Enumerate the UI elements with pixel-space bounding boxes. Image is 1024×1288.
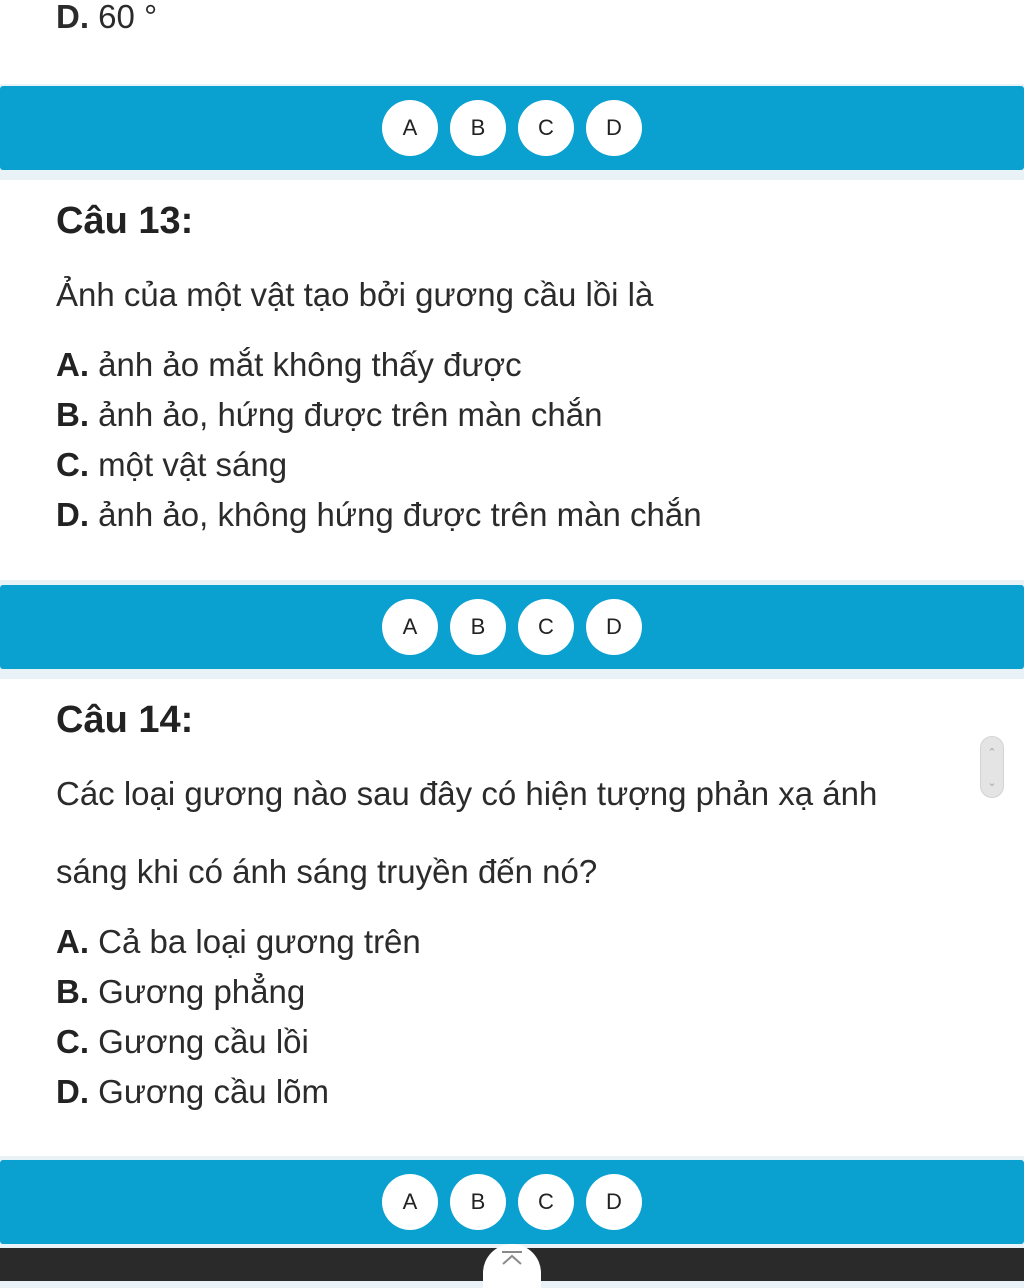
question-card-14 <box>0 679 1024 1156</box>
answer-option-c[interactable]: C <box>518 1174 574 1230</box>
scroll-control[interactable] <box>980 736 1004 798</box>
choice-d <box>56 496 702 534</box>
choice-letter: C. <box>56 446 89 483</box>
answer-option-c[interactable]: C <box>518 599 574 655</box>
answer-option-a[interactable]: A <box>382 1174 438 1230</box>
answer-bar-q12 <box>0 86 1024 170</box>
question-card-13 <box>0 180 1024 580</box>
choice-a <box>56 923 421 961</box>
choice-c <box>56 446 287 484</box>
choice-letter: D. <box>56 0 89 35</box>
choice-text: 60 ° <box>98 0 158 35</box>
answer-bar-q14 <box>0 1160 1024 1244</box>
choice-text: một vật sáng <box>98 446 288 483</box>
question-title: Câu 13: <box>56 200 194 242</box>
choice-text: ảnh ảo, không hứng được trên màn chắn <box>98 496 702 533</box>
prev-choice-d <box>56 0 157 36</box>
answer-option-b[interactable]: B <box>450 1174 506 1230</box>
choice-b <box>56 973 305 1011</box>
answer-option-b[interactable]: B <box>450 100 506 156</box>
prev-question-card <box>0 0 1024 84</box>
choice-letter: C. <box>56 1023 89 1060</box>
choice-c <box>56 1023 309 1061</box>
choice-letter: B. <box>56 396 89 433</box>
choice-a <box>56 346 522 384</box>
choice-letter: B. <box>56 973 89 1010</box>
question-text-line-1: Các loại gương nào sau đây có hiện tượng phản xạ ánh <box>56 775 878 812</box>
choice-letter: D. <box>56 1073 89 1110</box>
chevron-down-icon[interactable]: ⌄ <box>987 776 997 789</box>
chevron-up-icon[interactable]: ⌃ <box>987 746 997 759</box>
choice-letter: A. <box>56 346 89 383</box>
choice-letter: D. <box>56 496 89 533</box>
answer-bar-q13 <box>0 585 1024 669</box>
choice-text: Gương cầu lõm <box>98 1073 329 1110</box>
choice-text: Cả ba loại gương trên <box>98 923 421 960</box>
answer-option-d[interactable]: D <box>586 599 642 655</box>
choice-letter: A. <box>56 923 89 960</box>
question-text-line-2: sáng khi có ánh sáng truyền đến nó? <box>56 853 598 890</box>
choice-d <box>56 1073 329 1111</box>
answer-option-d[interactable]: D <box>586 100 642 156</box>
choice-text: Gương phẳng <box>98 973 306 1010</box>
question-text: Ảnh của một vật tạo bởi gương cầu lồi là <box>56 276 654 313</box>
answer-option-a[interactable]: A <box>382 599 438 655</box>
choice-b <box>56 396 602 434</box>
question-title: Câu 14: <box>56 699 194 741</box>
choice-text: Gương cầu lồi <box>98 1023 309 1060</box>
answer-option-a[interactable]: A <box>382 100 438 156</box>
double-chevron-up-icon <box>499 1250 525 1266</box>
choice-text: ảnh ảo mắt không thấy được <box>98 346 522 383</box>
answer-option-c[interactable]: C <box>518 100 574 156</box>
answer-option-d[interactable]: D <box>586 1174 642 1230</box>
choice-text: ảnh ảo, hứng được trên màn chắn <box>98 396 603 433</box>
answer-option-b[interactable]: B <box>450 599 506 655</box>
